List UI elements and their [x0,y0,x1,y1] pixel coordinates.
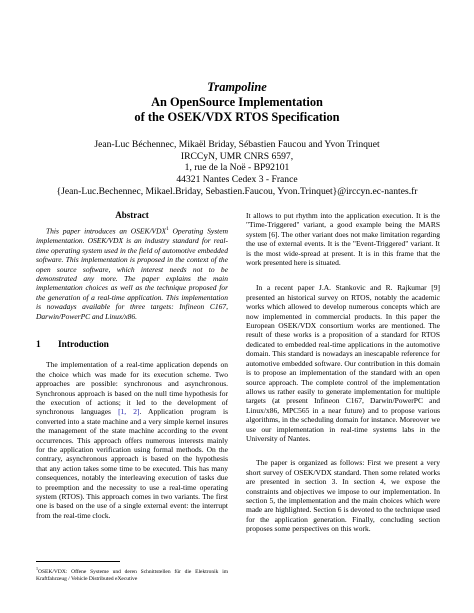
intro-text-b: . Application program is converted into a state machine and a very simple kernel insures the management of the state machine according to the event occurrences. This approach offers numerous interests mainly for the application verification using formal methods. On the contrary, asynchronous approach is based on the hypothesis that any action takes some time to be executed. This has many consequences, notably the interleaving execution of tasks due to preemption and the necessity to use a real-time operating system (RTOS). This approach comes in two variants. The first one is based on the use of a single external event: the interrupt from the real-time clock. [36,407,229,520]
author-address-2: 44321 Nantes Cedex 3 - France [176,174,298,186]
section-heading-introduction [36,341,228,350]
footnote [36,565,228,583]
paper-subtitle-line-2: of the OSEK/VDX RTOS Specification [134,110,340,124]
paper-subtitle-line-1: An OpenSource Implementation [151,95,323,109]
author-emails: {Jean-Luc.Bechennec, Mikael.Briday, Sebastien.Faucou, Yvon.Trinquet}@irccyn.ec-nantes.fr [56,185,418,197]
intro-paragraph [36,360,228,520]
footnote-divider [36,561,120,562]
abstract-text-b: Operating System implementation. OSEK/VDX is an industry standard for real-time operating system used in the field of automotive embedded software. This implementation is proposed in the context of the open source software, which interest needs not to be demonstrated any more. The paper explains the main implementation choices as well as the technique proposed for the generation of a real-time application. This implementation is nowadays available for three targets: Infineon C167, Darwin/PowerPC and Linux/x86. [36,226,228,321]
section-number: 1 [36,339,41,350]
footnote-marker: 1 [166,227,169,233]
right-paragraph-1: It allows to put rhythm into the application execution. It is the "Time-Triggered" variant, a good example being the MARS system [6]. The other variant does not make limitation regarding the use of external events. It is the "Event-Triggered" variant. It is the most wide-spread at present. It is in this frame that the work presented here is situated. [246,211,440,268]
right-column [246,211,440,534]
abstract-heading: Abstract [115,210,149,220]
section-title: Introduction [58,339,109,350]
intro-text-a: The implementation of a real-time application depends on the choice which was made for its execution scheme. Two approaches are possible: synchronous and asynchronous. Synchronous approach is based on the null time hypothesis for the execution of actions; it led to the development of synchronous languages [36,360,228,417]
author-block [0,139,474,198]
right-paragraph-2: In a recent paper J.A. Stankovic and R. Rajkumar [9] presented an historical survey on RTOS, notably the academic works which allowed to develop numerous concepts which are now implemented in commercial products. In this paper the European OSEK/VDX consortium works are mentioned. The result of these works is a proposition of a standard for RTOS dedicated to embedded real-time applications in the automotive domain. This standard is nowadays an inescapable reference for automotive embedded software. Our contribution in this domain is to propose an implementation of the standard with an open source approach. The complete control of the implementation allows us rather easily to generate implementation for multiple targets (at present Infineon C167, Darwin/PowerPC and Linux/x86, MPC565 in a near future) and to propose various algorithms, in the scheduling domain for instance. Moreover we use our implementation in real-time systems labs in the University of Nantes. [246,283,440,443]
left-column [36,211,228,520]
paper-title: Trampoline [207,80,267,94]
abstract-text-a: This paper introduces an OSEK/VDX [46,226,167,236]
author-lab: IRCCyN, UMR CNRS 6597, [180,150,294,162]
footnote-number: 1 [36,566,38,571]
citation-link[interactable]: [1, 2] [118,407,140,417]
right-paragraph-3: The paper is organized as follows: First we present a very short survey of OSEK/VDX standard. Then some related works are presented in section 3. In section 4, we expose the constraints and objectives we impose to our implementation. In section 5, the implementation and the main choices which were made are highlighted. Section 6 is devoted to the technique used for the application generation. Finally, concluding section proposes some perspectives on this work. [246,458,440,534]
author-names: Jean-Luc Béchennec, Mikaël Briday, Sébastien Faucou and Yvon Trinquet [94,139,380,150]
abstract-text [36,225,228,321]
author-address-1: 1, rue de la Noë - BP92101 [184,162,290,174]
footnote-text: OSEK/VDX: Offene Systeme und deren Schnittstellen für die Elektronik im Kraftfahrzeug / Vehicle Distributed eXecutive [36,568,228,583]
